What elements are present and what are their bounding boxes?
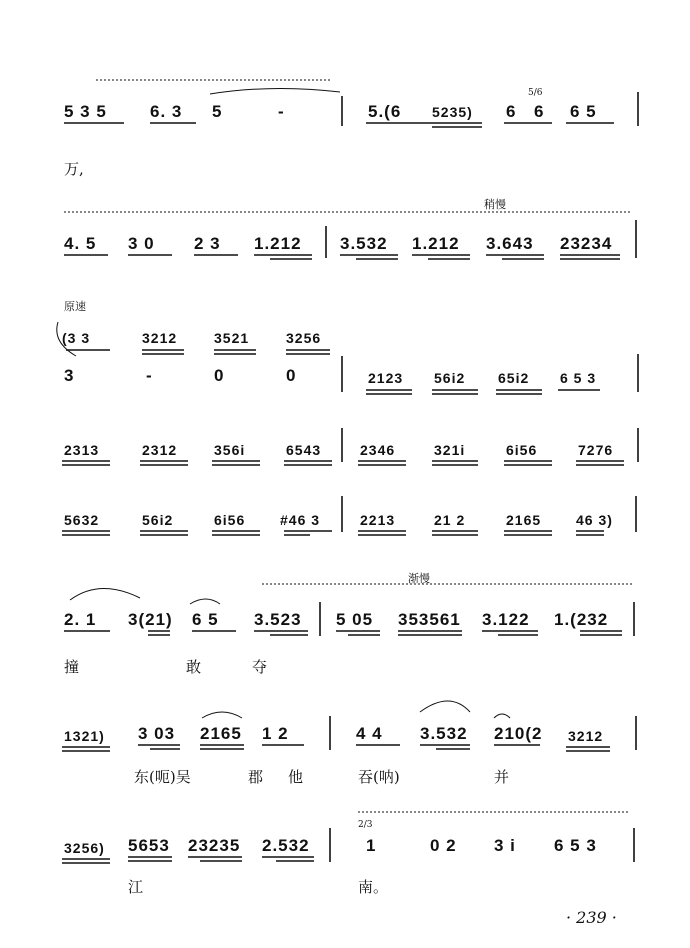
row8-note-a3: 2.532 xyxy=(262,836,310,855)
row6-note-b3: 1.(232 xyxy=(554,610,609,629)
row6-note-a1: 3(21) xyxy=(128,610,173,629)
row1-grace-note: 5/6 xyxy=(528,88,543,98)
row3-note-b2: 65i2 xyxy=(498,370,530,386)
row6-note-a2: 6 5 xyxy=(192,610,219,629)
row8-note-a1: 5653 xyxy=(128,836,170,855)
row1-lyric: 万, xyxy=(64,160,84,178)
row7-lyric-1: 郡 xyxy=(248,768,264,786)
row4-note-b1: 321i xyxy=(434,442,466,458)
row3-upper-0: (3 3 xyxy=(62,330,91,346)
row7-lyric-3: 吞(呐) xyxy=(358,768,400,786)
row2-note-a1: 3 0 xyxy=(128,234,155,253)
row1-note-a1: 6. 3 xyxy=(150,102,183,121)
row6-note-b0: 5 05 xyxy=(336,610,374,629)
row5-note-b1: 21 2 xyxy=(434,512,466,528)
row1-note-a0: 5 3 5 xyxy=(64,102,107,121)
row6-tempo-marking: 渐慢 xyxy=(408,572,430,585)
row8-note-b2: 3 i xyxy=(494,836,516,855)
row3-note-b1: 56i2 xyxy=(434,370,466,386)
row3-note-b3: 6 5 3 xyxy=(560,370,597,386)
row6-note-a0: 2. 1 xyxy=(64,610,97,629)
row8-note-a0: 3256) xyxy=(64,840,105,856)
row2-note-b3: 23234 xyxy=(560,234,613,253)
row7-note-a1: 3 03 xyxy=(138,724,176,743)
row7-note-a0: 1321) xyxy=(64,728,105,744)
row3-note-a2: 0 xyxy=(214,366,225,385)
row5-note-b0: 2213 xyxy=(360,512,396,528)
row7-lyric-4: 并 xyxy=(494,768,510,786)
row7-lyric-2: 他 xyxy=(288,768,304,786)
row3-note-b0: 2123 xyxy=(368,370,404,386)
row5-note-a0: 5632 xyxy=(64,512,100,528)
row8-note-b3: 6 5 3 xyxy=(554,836,597,855)
row7-note-b1: 3.532 xyxy=(420,724,468,743)
row8-note-b0: 1 xyxy=(366,836,377,855)
row6-lyric-2: 夺 xyxy=(252,658,268,676)
row4-note-a3: 6543 xyxy=(286,442,322,458)
row3-note-a3: 0 xyxy=(286,366,297,385)
row5-note-a2: 6i56 xyxy=(214,512,246,528)
row5-note-b2: 2165 xyxy=(506,512,542,528)
row4-note-b2: 6i56 xyxy=(506,442,538,458)
row2-tempo-marking: 稍慢 xyxy=(484,198,506,211)
row5-note-a3: #46 3 xyxy=(280,512,321,528)
row8-grace-note: 2/3 xyxy=(358,820,373,830)
row1-note-b0: 5.(6 xyxy=(368,102,402,121)
row4-note-a0: 2313 xyxy=(64,442,100,458)
row4-note-b3: 7276 xyxy=(578,442,614,458)
row3-note-a0: 3 xyxy=(64,366,75,385)
row2-note-b1: 1.212 xyxy=(412,234,460,253)
row2-note-a3: 1.212 xyxy=(254,234,302,253)
row2-note-a0: 4. 5 xyxy=(64,234,97,253)
row5-note-b3: 46 3) xyxy=(576,512,613,528)
row3-upper-3: 3256 xyxy=(286,330,322,346)
row1-note-b1: 5235) xyxy=(432,104,473,120)
row7-lyric-0: 东(呃)吴 xyxy=(134,768,191,786)
row3-upper-1: 3212 xyxy=(142,330,178,346)
row1-note-b3: 6 xyxy=(534,102,545,121)
row3-note-a1: - xyxy=(146,366,153,385)
row6-note-b2: 3.122 xyxy=(482,610,530,629)
row6-lyric-0: 撞 xyxy=(64,658,80,676)
row5-note-a1: 56i2 xyxy=(142,512,174,528)
row8-note-a2: 23235 xyxy=(188,836,241,855)
row7-note-b0: 4 4 xyxy=(356,724,383,743)
row4-note-a1: 2312 xyxy=(142,442,178,458)
row4-note-a2: 356i xyxy=(214,442,246,458)
row1-note-b4: 6 5 xyxy=(570,102,597,121)
row7-note-b2: 210(2 xyxy=(494,724,543,743)
row1-note-a3: - xyxy=(278,102,285,121)
row3-upper-2: 3521 xyxy=(214,330,250,346)
row2-note-b0: 3.532 xyxy=(340,234,388,253)
row8-lyric-1: 南。 xyxy=(358,878,389,896)
row4-note-b0: 2346 xyxy=(360,442,396,458)
row6-note-a3: 3.523 xyxy=(254,610,302,629)
row3-tempo-marking: 原速 xyxy=(64,300,86,313)
row7-note-a3: 1 2 xyxy=(262,724,289,743)
row2-note-b2: 3.643 xyxy=(486,234,534,253)
row8-note-b1: 0 2 xyxy=(430,836,457,855)
row8-lyric-0: 江 xyxy=(128,878,144,896)
row7-note-b3: 3212 xyxy=(568,728,604,744)
row1-note-b2: 6 xyxy=(506,102,517,121)
row1-note-a2: 5 xyxy=(212,102,223,121)
row6-note-b1: 353561 xyxy=(398,610,461,629)
row6-lyric-1: 敢 xyxy=(186,658,202,676)
row2-note-a2: 2 3 xyxy=(194,234,221,253)
row7-note-a2: 2165 xyxy=(200,724,242,743)
page-number: · 239 · xyxy=(566,908,617,927)
